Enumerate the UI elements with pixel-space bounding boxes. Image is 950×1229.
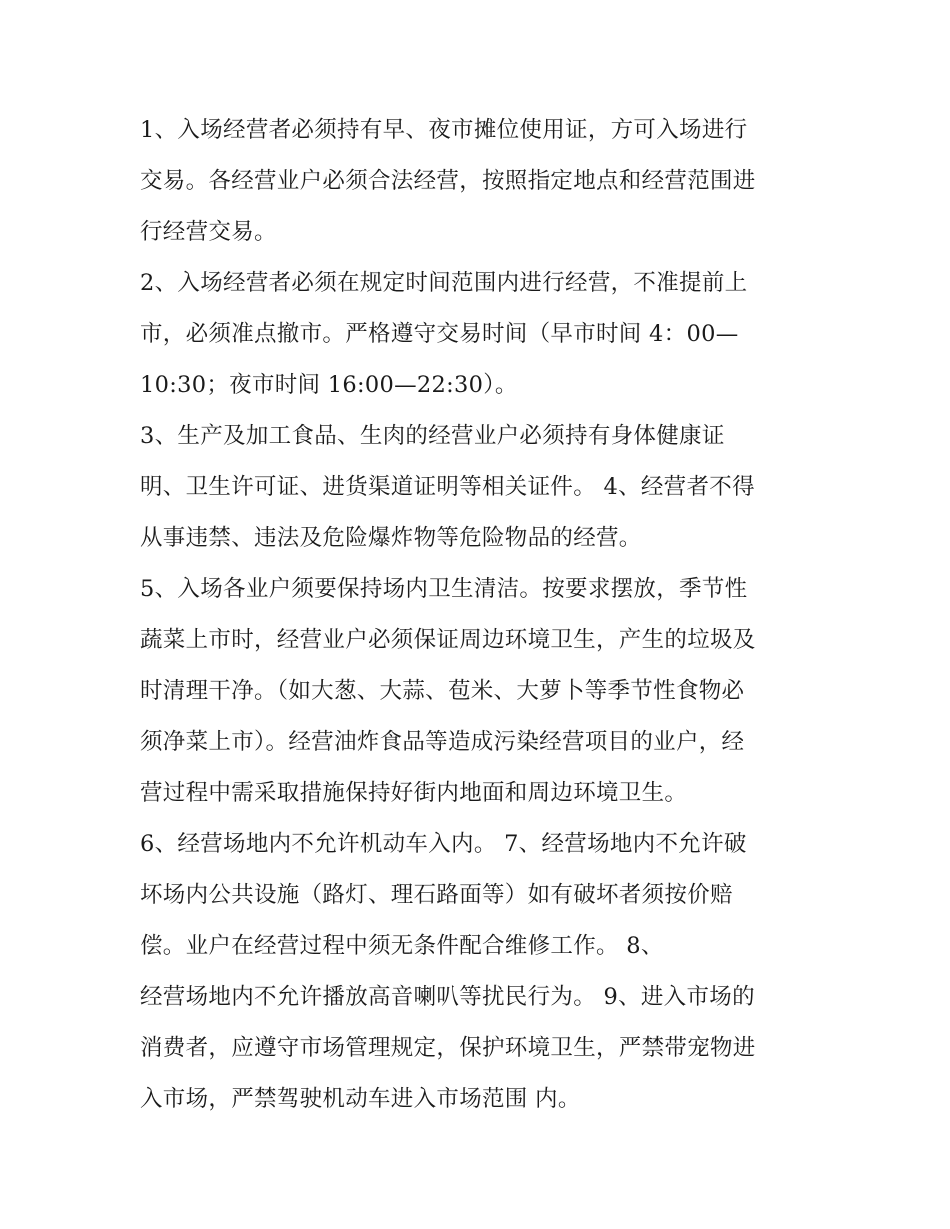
text-line-4: 2、入场经营者必须在规定时间范围内进行经营，不准提前上: [140, 270, 748, 296]
text-line-2: 交易。各经营业户必须合法经营，按照指定地点和经营范围进: [140, 168, 756, 194]
text-line-1: 1、入场经营者必须持有早、夜市摊位使用证，方可入场进行: [140, 117, 748, 143]
text-line-15: 6、经营场地内不允许机动车入内。 7、经营场地内不允许破: [140, 831, 747, 857]
text-line-11: 蔬菜上市时，经营业户必须保证周边环境卫生，产生的垃圾及: [140, 627, 756, 653]
text-line-5: 市，必须准点撤市。严格遵守交易时间（早市时间 4：00—: [140, 321, 739, 347]
text-line-14: 营过程中需采取措施保持好街内地面和周边环境卫生。: [140, 780, 688, 806]
text-line-9: 从事违禁、违法及危险爆炸物等危险物品的经营。: [140, 525, 642, 551]
text-line-20: 入市场，严禁驾驶机动车进入市场范围 内。: [140, 1086, 581, 1112]
text-line-17: 偿。业户在经营过程中须无条件配合维修工作。 8、: [140, 933, 664, 959]
text-line-12: 时清理干净。（如大葱、大蒜、苞米、大萝卜等季节性食物必: [140, 678, 745, 704]
text-line-18: 经营场地内不允许播放高音喇叭等扰民行为。 9、进入市场的: [140, 984, 755, 1010]
text-line-13: 须净菜上市）。经营油炸食品等造成污染经营项目的业户，经: [140, 729, 745, 755]
text-line-6: 10:30；夜市时间 16:00—22:30）。: [140, 372, 518, 398]
text-line-10: 5、入场各业户须要保持场内卫生清洁。按要求摆放，季节性: [140, 576, 748, 602]
text-line-19: 消费者，应遵守市场管理规定，保护环境卫生，严禁带宠物进: [140, 1035, 756, 1061]
text-line-3: 行经营交易。: [140, 219, 277, 245]
text-line-7: 3、生产及加工食品、生肉的经营业户必须持有身体健康证: [140, 423, 725, 449]
document-body: [140, 112, 820, 1132]
text-line-16: 坏场内公共设施（路灯、理石路面等）如有破坏者须按价赔: [140, 882, 733, 908]
text-line-8: 明、卫生许可证、进货渠道证明等相关证件。 4、经营者不得: [140, 474, 755, 500]
